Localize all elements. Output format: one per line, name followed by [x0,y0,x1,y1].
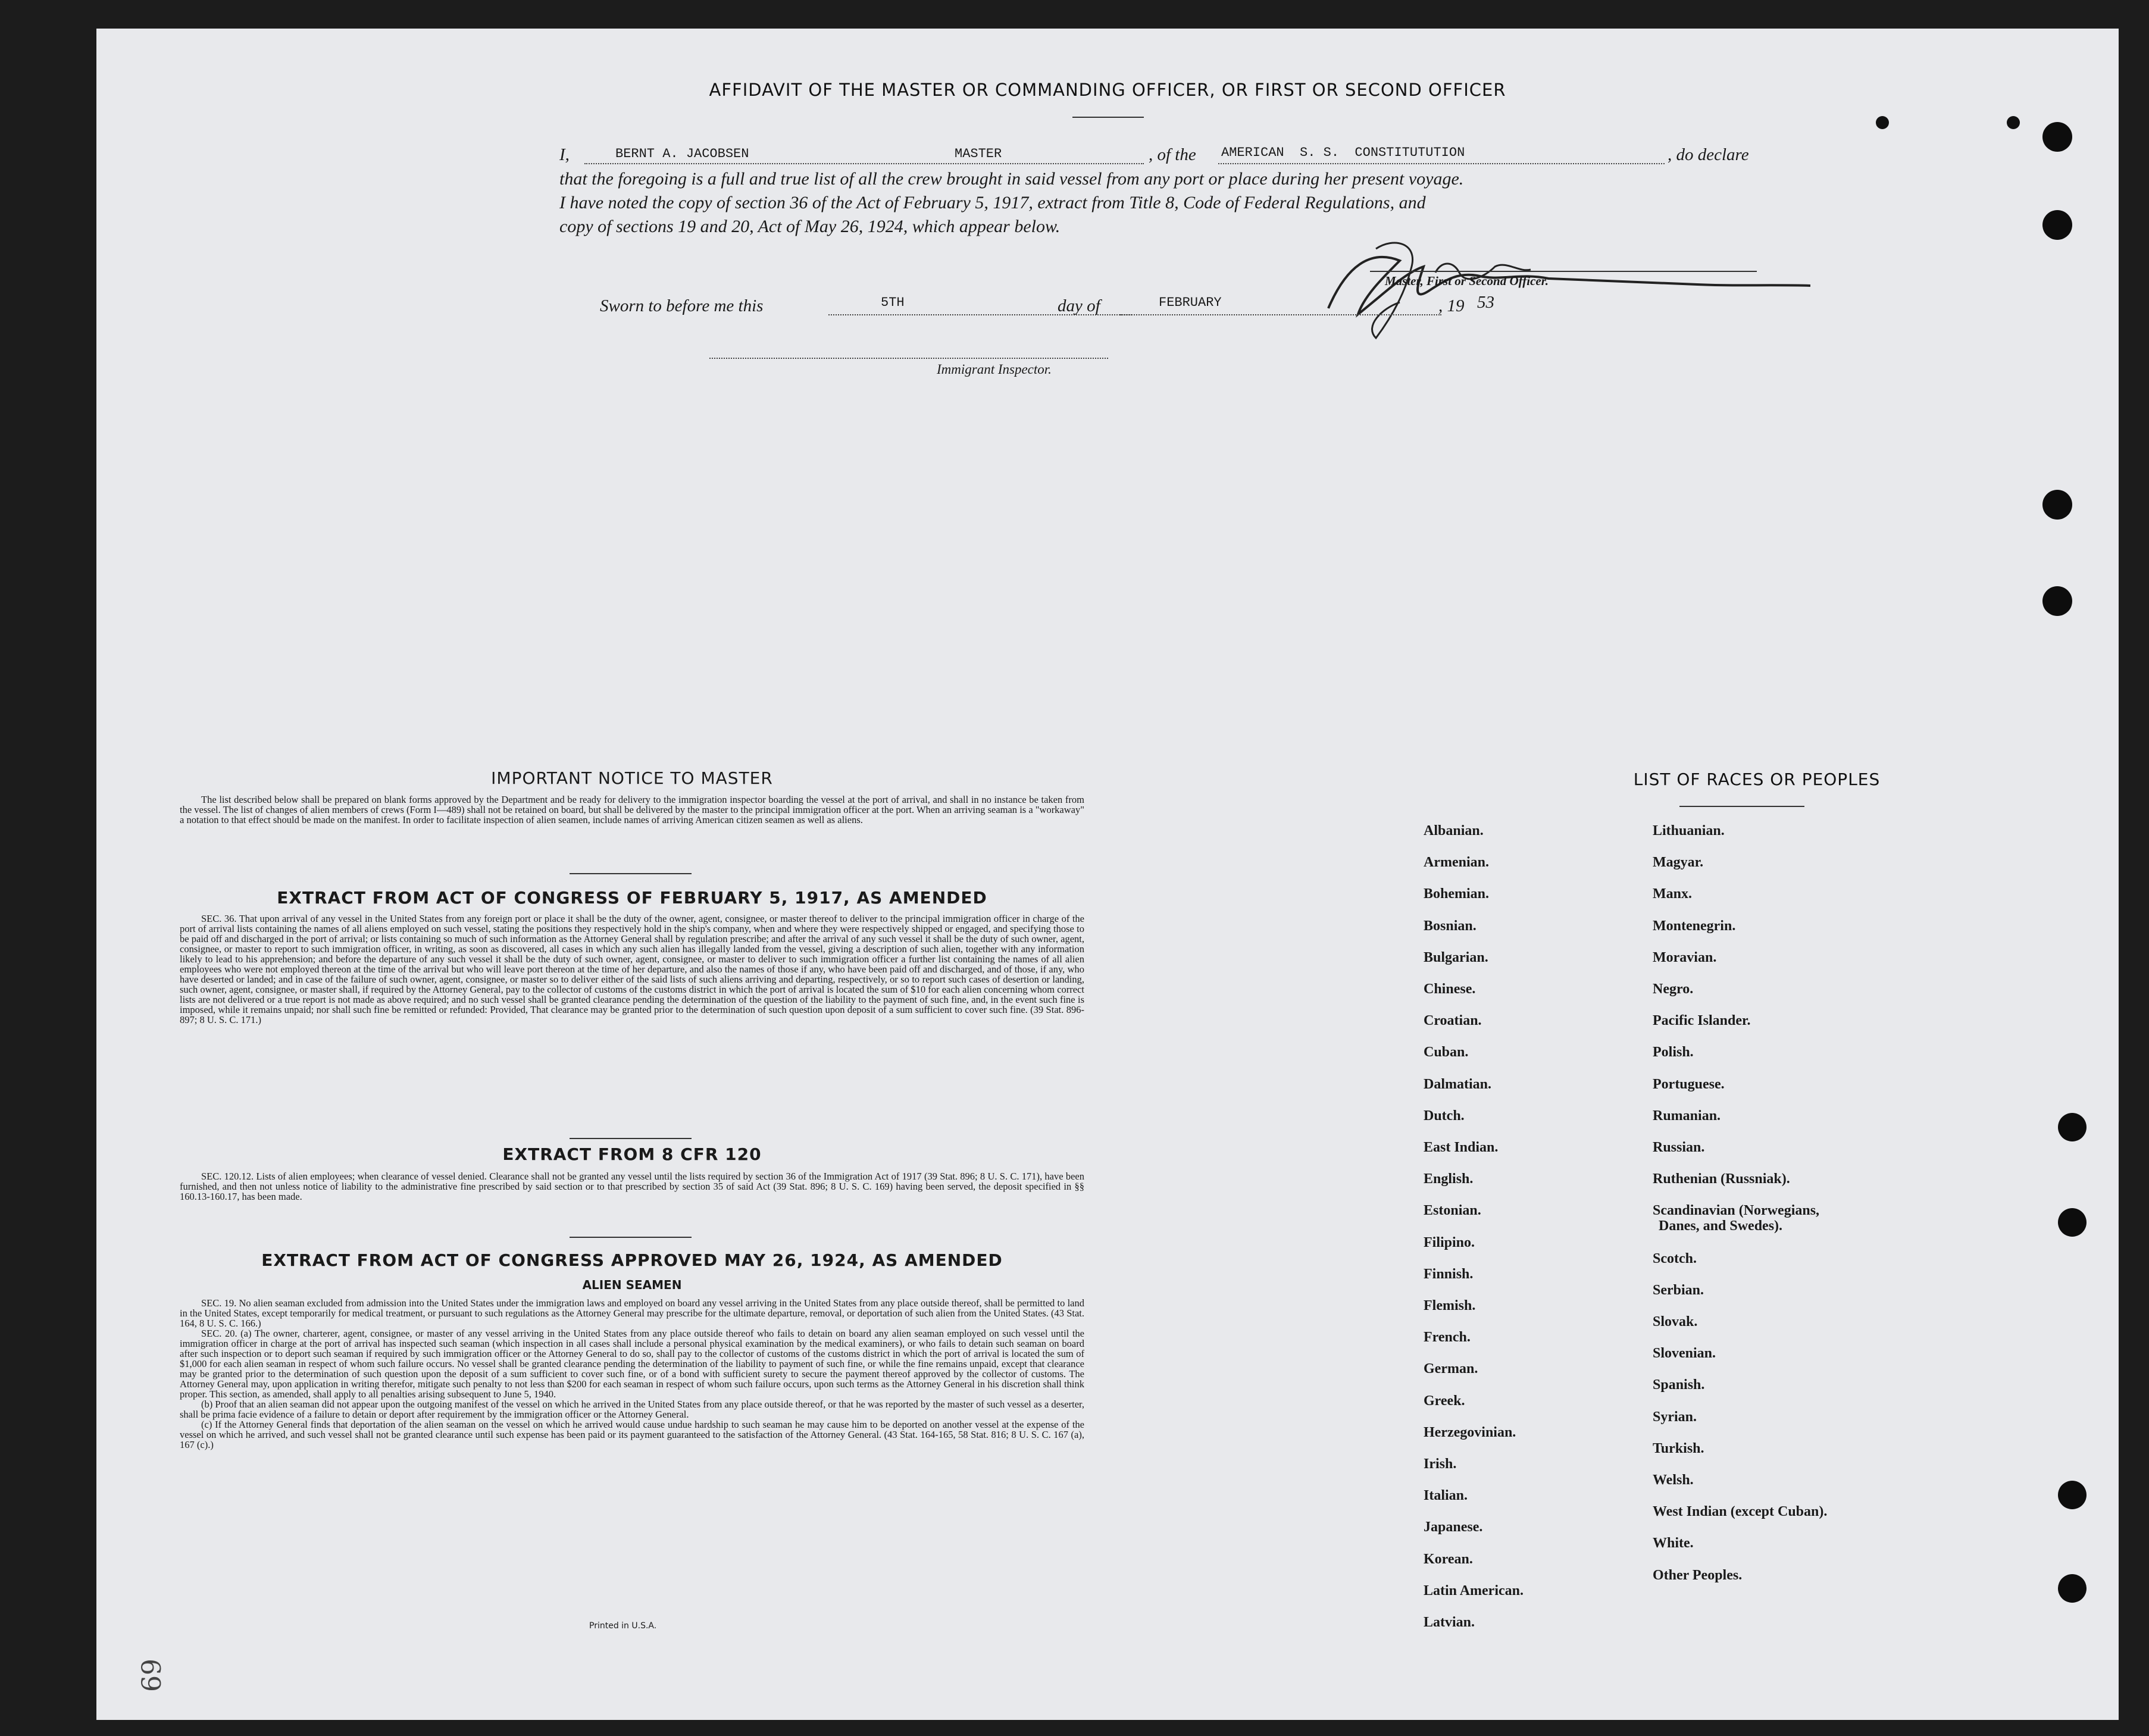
sec19-paragraph: SEC. 19. No alien seaman excluded from admission into the United States under the immigration laws and employed on board any vessel arriving in the United States from any place outside thereof, shall be permitted to land in the United States, except temporarily for medical treatment, or pursuant to such regulations as the Attorney General may prescribe for the ultimate departure, removal, or deportation of such alien from the United States. (43 Stat. 164, 8 U. S. C. 166.) [180,1297,1084,1329]
race-item: Rumanian. [1653,1108,1721,1124]
affidavit-do-declare: , do declare [1668,145,1749,164]
race-item: Dalmatian. [1424,1076,1491,1092]
race-item: Finnish. [1424,1266,1474,1282]
race-item: Magyar. [1653,855,1704,871]
sworn-month: FEBRUARY [1159,295,1222,310]
race-item: Flemish. [1424,1298,1476,1313]
race-item: Russian. [1653,1140,1705,1155]
document-page [96,29,2119,1720]
day-of-label: day of [1058,296,1100,315]
race-item: Lithuanian. [1653,823,1725,839]
race-item: Slovenian. [1653,1346,1716,1362]
sworn-label: Sworn to before me this [600,296,764,315]
punch-hole [2007,116,2020,129]
punch-hole [2058,1481,2087,1509]
affidavit-line3: I have noted the copy of section 36 of the Act of February 5, 1917, extract from Title 8, Code of Federal Regulations, and [559,193,1426,212]
race-item: Dutch. [1424,1108,1465,1124]
affidavit-line2: that the foregoing is a full and true list of all the crew brought in said vessel from any port or place during her present voyage. [559,169,1464,189]
race-item: Danes, and Swedes). [1659,1218,1783,1234]
race-item: Cuban. [1424,1044,1469,1061]
inspector-line [709,358,1108,359]
sec20b-paragraph: (b) Proof that an alien seaman did not appear upon the outgoing manifest of the vessel on which he arrived in the United States from any place outside thereof, or that he was reported by the master of such vessel as a deserter, shall be prima facie evidence of a failure to detain or deport after requirement by the immigration officer or the Attorney General. [180,1399,1084,1420]
race-item: Welsh. [1653,1472,1694,1488]
signature-line [1370,271,1757,272]
race-item: Greek. [1424,1393,1465,1409]
race-item: Scotch. [1653,1250,1697,1266]
race-item: Montenegrin. [1653,918,1736,934]
inspector-caption: Immigrant Inspector. [937,362,1052,377]
race-item: Spanish. [1653,1377,1705,1393]
punch-hole [2042,490,2072,520]
affidavit-i: I, [559,145,570,164]
title-rule [1072,117,1144,118]
race-item: Bosnian. [1424,918,1477,934]
races-rule [1679,806,1804,807]
race-item: Latvian. [1424,1615,1475,1630]
race-item: Portuguese. [1653,1076,1725,1092]
race-item: Filipino. [1424,1234,1475,1250]
extract1924-text [180,1298,1084,1450]
race-item: Pacific Islander. [1653,1013,1751,1029]
race-item: Albanian. [1424,823,1484,839]
race-item: Herzegovinian. [1424,1424,1516,1440]
race-item: Syrian. [1653,1409,1697,1425]
printed-in-usa: Printed in U.S.A. [589,1621,657,1631]
race-item: Bulgarian. [1424,949,1488,965]
extractcfr-title: EXTRACT FROM 8 CFR 120 [502,1144,762,1164]
punch-hole [2042,210,2072,240]
extract1917-rule [570,1138,692,1139]
sworn-day: 5TH [881,295,905,310]
race-item: Korean. [1424,1551,1473,1567]
punch-hole [2042,586,2072,616]
race-item: German. [1424,1361,1478,1377]
race-item: Slovak. [1653,1314,1698,1330]
affidavit-title: AFFIDAVIT OF THE MASTER OR COMMANDING OFFICER, OR FIRST OR SECOND OFFICER [709,80,1506,100]
race-item: Latin American. [1424,1582,1524,1599]
master-rank: MASTER [955,146,1002,161]
races-title: LIST OF RACES OR PEOPLES [1633,770,1881,789]
race-item: Polish. [1653,1044,1694,1061]
punch-hole [2042,122,2072,152]
notice-title: IMPORTANT NOTICE TO MASTER [491,768,773,788]
extract1924-subtitle: ALIEN SEAMEN [582,1278,682,1292]
affidavit-of-the: , of the [1149,145,1196,164]
affidavit-line4: copy of sections 19 and 20, Act of May 26, 1924, which appear below. [559,217,1061,236]
race-item: English. [1424,1171,1474,1187]
year-prefix: , 19 [1438,296,1465,315]
race-item: Bohemian. [1424,886,1490,902]
signature-caption: Master, First or Second Officer. [1385,274,1549,288]
punch-hole [2058,1574,2087,1603]
race-item: Serbian. [1653,1282,1704,1298]
race-item: East Indian. [1424,1140,1499,1155]
race-item: French. [1424,1330,1471,1346]
punch-hole [1876,116,1889,129]
sec20c-paragraph: (c) If the Attorney General finds that deportation of the alien seaman on the vessel on which he arrived would cause undue hardship to such seaman he may cause him to be deported on another vessel at the expense of the vessel on which he arrived, and such vessel shall not be granted clearance until such expense has been paid or its payment guaranteed to the satisfaction of the Attorney General. (43 Stat. 164-165, 58 Stat. 816; 8 U. S. C. 167 (a), 167 (c).) [180,1419,1084,1450]
race-item: Japanese. [1424,1519,1483,1535]
race-item: West Indian (except Cuban). [1653,1504,1828,1520]
year-suffix: 53 [1477,293,1494,312]
extract1924-title: EXTRACT FROM ACT OF CONGRESS APPROVED MAY 26, 1924, AS AMENDED [261,1250,1003,1270]
race-item: Ruthenian (Russniak). [1653,1171,1790,1187]
notice-rule [570,873,692,874]
race-item: Negro. [1653,981,1694,997]
extract1917-title: EXTRACT FROM ACT OF CONGRESS OF FEBRUARY 5, 1917, AS AMENDED [277,888,987,908]
race-item: Chinese. [1424,981,1476,997]
sec20a-paragraph: SEC. 20. (a) The owner, charterer, agent, consignee, or master of any vessel arriving in the United States from any place outside thereof who fails to detain on board any alien seaman employed on such vessel until the immigration officer in charge at the port of arrival has inspected such seaman (which inspection in all cases shall include a personal physical examination by the medical examiners), or who fails to detain such seaman on board after such inspection or to deport such seaman if required by such immigration officer or the Attorney General to do so, shall pay to the collector of customs of the customs district in which the port of arrival is located the sum of $1,000 for each alien seaman in respect of whom such failure occurs. No vessel shall be granted clearance pending the determination of the liability to payment of such fine, or while the fine remains unpaid, except that clearance may be granted prior to the determination of such question upon the deposit of a sum sufficient to cover such fine, or of a bond with sufficient surety to secure the payment thereof approved by the collector of customs. The Attorney General may, upon application in writing therefor, mitigate such penalty to not less than $200 for each seaman in respect of whom such failure occurs, upon such terms as the Attorney General in his discretion shall think proper. This section, as amended, shall apply to all penalties arising subsequent to June 5, 1940. [180,1328,1084,1400]
race-item: Irish. [1424,1456,1457,1472]
race-item: Italian. [1424,1488,1468,1504]
notice-text: The list described below shall be prepared on blank forms approved by the Department and be ready for delivery to the immigration inspector boarding the vessel at the port of arrival, and shall in no instance be taken from the vessel. The list of changes of alien members of crews (Form I—489) shall not be retained on board, but shall be delivered by the master to the principal immigration officer at the port. When an arriving seaman is a "workaway" a notation to that effect should be made on the manifest. In order to facilitate inspection of alien seamen, include names of arriving American citizen seamen as well as aliens. [180,794,1084,825]
race-item: Scandinavian (Norwegians, [1653,1203,1820,1219]
sworn-month-line [1120,314,1441,315]
extractcfr-rule [570,1237,692,1238]
race-item: Armenian. [1424,855,1489,871]
race-item: Estonian. [1424,1203,1481,1219]
margin-note: 69 [137,1659,167,1692]
name-line [584,163,1144,164]
race-item: Moravian. [1653,949,1717,965]
master-name: BERNT A. JACOBSEN [615,146,749,161]
race-item: Other Peoples. [1653,1567,1743,1583]
race-item: White. [1653,1535,1694,1552]
vessel-name: AMERICAN S. S. CONSTITUTUTION [1221,145,1465,160]
punch-hole [2058,1208,2087,1237]
vessel-line [1218,163,1665,164]
race-item: Turkish. [1653,1440,1704,1456]
race-item: Manx. [1653,886,1692,902]
extractcfr-text: SEC. 120.12. Lists of alien employees; when clearance of vessel denied. Clearance shall not be granted any vessel until the lists required by section 36 of the Immigration Act of 1917 (39 Stat. 896; 8 U. S. C. 171), have been furnished, and then not unless notice of liability to the administrative fine prescribed by said section or to that prescribed by section 35 of said Act (39 Stat. 896; 8 U. S. C. 169) having been served, the deposit specified in §§ 160.13-160.17, has been made. [180,1171,1084,1202]
punch-hole [2058,1113,2087,1141]
extract1917-text: SEC. 36. That upon arrival of any vessel in the United States from any foreign port or place it shall be the duty of the owner, agent, consignee, or master thereof to deliver to the principal immigration officer in charge of the port of arrival lists containing the names of all aliens employed on such vessel, stating the positions they respectively hold in the ship's company, when and where they were respectively shipped or engaged, and specifying those to be paid off and discharged in the port of arrival; or lists containing so much of such information as the Attorney General shall by regulation prescribe; and after the arrival of any such vessel it shall be the duty of such owner, agent, consignee, or master to report to such immigration officer, in writing, as soon as discovered, all cases in which any such alien has illegally landed from the vessel, giving a description of such alien, together with any information likely to lead to his apprehension; and before the departure of any such vessel it shall be the duty of such owner, agent, consignee, or master to deliver to such immigration officer a further list containing the names of all alien employees who were not employed thereon at the time of the arrival but who will leave port thereon at the time of her departure, and also the names of those if any, who have been paid off and discharged, and of those, if any, who have deserted or landed; and in case of the failure of such owner, agent, consignee, or master so to deliver either of the said lists of such aliens arriving and departing, respectively, or so to report such cases of desertion or landing, such owner, agent, consignee, or master shall, if required by the Attorney General, pay to the collector of customs of the customs district in which the port of arrival is located the sum of $10 for each alien concerning whom correct lists are not delivered or a true report is not made as above required; and no such vessel shall be granted clearance pending the determination of the question of the liability to the payment of such fine, and, in the event such fine is imposed, while it remains unpaid; nor shall such fine be remitted or refunded: Provided, That clearance may be granted prior to the determination of such question upon deposit of a sum sufficient to cover such fine. (39 Stat. 896-897; 8 U. S. C. 171.) [180,913,1084,1025]
race-item: Croatian. [1424,1013,1482,1029]
